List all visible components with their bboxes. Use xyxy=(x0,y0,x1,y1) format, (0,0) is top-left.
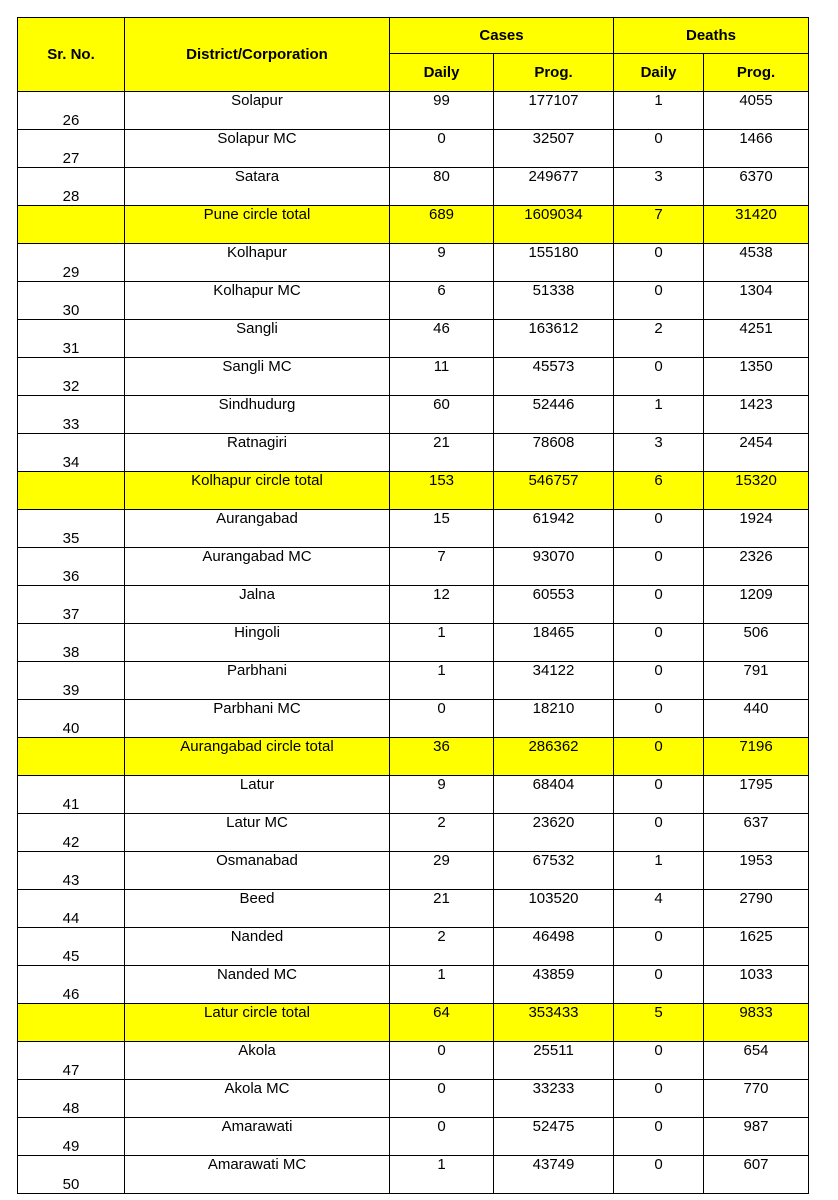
deaths-daily-cell: 4 xyxy=(614,890,704,928)
cases-daily-cell: 29 xyxy=(390,852,494,890)
cases-daily-cell: 64 xyxy=(390,1004,494,1042)
sr-no-cell: 38 xyxy=(18,624,125,662)
deaths-daily-cell: 0 xyxy=(614,548,704,586)
cases-prog-cell: 18210 xyxy=(494,700,614,738)
cases-prog-cell: 46498 xyxy=(494,928,614,966)
sr-no-cell: 42 xyxy=(18,814,125,852)
sr-no-cell xyxy=(18,472,125,510)
sr-no-cell xyxy=(18,206,125,244)
sr-no-cell: 47 xyxy=(18,1042,125,1080)
deaths-daily-cell: 3 xyxy=(614,434,704,472)
district-name-cell: Sangli MC xyxy=(125,358,390,396)
deaths-daily-cell: 0 xyxy=(614,1042,704,1080)
cases-daily-cell: 1 xyxy=(390,662,494,700)
sr-no-cell: 40 xyxy=(18,700,125,738)
deaths-daily-cell: 0 xyxy=(614,358,704,396)
deaths-daily-cell: 5 xyxy=(614,1004,704,1042)
cases-daily-cell: 0 xyxy=(390,1080,494,1118)
deaths-daily-cell: 3 xyxy=(614,168,704,206)
cases-daily-cell: 0 xyxy=(390,1118,494,1156)
cases-prog-cell: 52446 xyxy=(494,396,614,434)
cases-prog-cell: 546757 xyxy=(494,472,614,510)
district-name-cell: Nanded MC xyxy=(125,966,390,1004)
cases-prog-cell: 286362 xyxy=(494,738,614,776)
deaths-prog-cell: 4251 xyxy=(704,320,809,358)
cases-daily-cell: 21 xyxy=(390,434,494,472)
sr-no-cell: 45 xyxy=(18,928,125,966)
table-row xyxy=(18,662,809,700)
cases-daily-cell: 60 xyxy=(390,396,494,434)
deaths-daily-cell: 0 xyxy=(614,700,704,738)
sr-no-cell: 28 xyxy=(18,168,125,206)
table-row xyxy=(18,168,809,206)
district-header: District/Corporation xyxy=(125,18,390,92)
table-row xyxy=(18,776,809,814)
sr-no-cell xyxy=(18,738,125,776)
circle-total-row xyxy=(18,738,809,776)
deaths-prog-cell: 770 xyxy=(704,1080,809,1118)
deaths-prog-cell: 637 xyxy=(704,814,809,852)
deaths-prog-cell: 1924 xyxy=(704,510,809,548)
table-row xyxy=(18,92,809,130)
sr-no-cell: 33 xyxy=(18,396,125,434)
deaths-prog-header: Prog. xyxy=(704,54,809,92)
deaths-daily-cell: 0 xyxy=(614,624,704,662)
cases-daily-cell: 1 xyxy=(390,966,494,1004)
cases-daily-cell: 7 xyxy=(390,548,494,586)
deaths-daily-cell: 7 xyxy=(614,206,704,244)
table-row xyxy=(18,130,809,168)
deaths-daily-cell: 1 xyxy=(614,396,704,434)
deaths-prog-cell: 506 xyxy=(704,624,809,662)
table-row xyxy=(18,1080,809,1118)
cases-prog-cell: 18465 xyxy=(494,624,614,662)
cases-prog-cell: 52475 xyxy=(494,1118,614,1156)
district-name-cell: Solapur xyxy=(125,92,390,130)
covid-district-table xyxy=(17,17,809,1194)
table-row xyxy=(18,434,809,472)
cases-daily-cell: 153 xyxy=(390,472,494,510)
cases-daily-cell: 11 xyxy=(390,358,494,396)
deaths-prog-cell: 6370 xyxy=(704,168,809,206)
deaths-header: Deaths xyxy=(614,18,809,54)
cases-daily-cell: 15 xyxy=(390,510,494,548)
district-name-cell: Kolhapur MC xyxy=(125,282,390,320)
sr-no-cell: 46 xyxy=(18,966,125,1004)
deaths-prog-cell: 987 xyxy=(704,1118,809,1156)
deaths-daily-cell: 1 xyxy=(614,852,704,890)
deaths-daily-cell: 0 xyxy=(614,738,704,776)
deaths-daily-cell: 0 xyxy=(614,662,704,700)
cases-daily-cell: 0 xyxy=(390,130,494,168)
deaths-daily-cell: 2 xyxy=(614,320,704,358)
sr-no-cell: 49 xyxy=(18,1118,125,1156)
table-row xyxy=(18,814,809,852)
cases-prog-cell: 249677 xyxy=(494,168,614,206)
deaths-daily-cell: 1 xyxy=(614,92,704,130)
district-name-cell: Amarawati MC xyxy=(125,1156,390,1194)
sr-no-cell: 35 xyxy=(18,510,125,548)
cases-daily-cell: 9 xyxy=(390,244,494,282)
cases-prog-cell: 32507 xyxy=(494,130,614,168)
deaths-prog-cell: 7196 xyxy=(704,738,809,776)
deaths-daily-cell: 0 xyxy=(614,510,704,548)
sr-no-cell: 36 xyxy=(18,548,125,586)
table-row xyxy=(18,548,809,586)
cases-prog-cell: 61942 xyxy=(494,510,614,548)
cases-daily-header: Daily xyxy=(390,54,494,92)
sr-no-cell: 29 xyxy=(18,244,125,282)
table-row xyxy=(18,1042,809,1080)
district-name-cell: Parbhani xyxy=(125,662,390,700)
table-row xyxy=(18,1156,809,1194)
sr-no-cell: 26 xyxy=(18,92,125,130)
deaths-prog-cell: 1625 xyxy=(704,928,809,966)
cases-daily-cell: 2 xyxy=(390,814,494,852)
district-name-cell: Jalna xyxy=(125,586,390,624)
cases-prog-cell: 60553 xyxy=(494,586,614,624)
deaths-prog-cell: 2454 xyxy=(704,434,809,472)
table-row xyxy=(18,358,809,396)
cases-prog-cell: 33233 xyxy=(494,1080,614,1118)
deaths-prog-cell: 1423 xyxy=(704,396,809,434)
table-header xyxy=(18,18,809,92)
cases-prog-cell: 93070 xyxy=(494,548,614,586)
district-name-cell: Sindhudurg xyxy=(125,396,390,434)
table-row xyxy=(18,586,809,624)
district-name-cell: Osmanabad xyxy=(125,852,390,890)
cases-daily-cell: 1 xyxy=(390,624,494,662)
district-name-cell: Akola MC xyxy=(125,1080,390,1118)
cases-prog-cell: 1609034 xyxy=(494,206,614,244)
cases-daily-cell: 36 xyxy=(390,738,494,776)
sr-no-cell: 30 xyxy=(18,282,125,320)
deaths-prog-cell: 4538 xyxy=(704,244,809,282)
deaths-prog-cell: 2326 xyxy=(704,548,809,586)
deaths-prog-cell: 9833 xyxy=(704,1004,809,1042)
sr-no-cell: 32 xyxy=(18,358,125,396)
cases-daily-cell: 99 xyxy=(390,92,494,130)
cases-prog-cell: 177107 xyxy=(494,92,614,130)
deaths-prog-cell: 654 xyxy=(704,1042,809,1080)
table-body xyxy=(18,92,809,1194)
deaths-daily-cell: 0 xyxy=(614,814,704,852)
district-name-cell: Aurangabad circle total xyxy=(125,738,390,776)
table-row xyxy=(18,396,809,434)
sr-no-cell: 43 xyxy=(18,852,125,890)
deaths-daily-cell: 0 xyxy=(614,130,704,168)
header-row-top xyxy=(18,18,809,54)
cases-daily-cell: 1 xyxy=(390,1156,494,1194)
sr-no-cell xyxy=(18,1004,125,1042)
deaths-daily-cell: 0 xyxy=(614,1080,704,1118)
sr-no-cell: 34 xyxy=(18,434,125,472)
district-name-cell: Latur circle total xyxy=(125,1004,390,1042)
sr-no-cell: 37 xyxy=(18,586,125,624)
deaths-daily-cell: 0 xyxy=(614,928,704,966)
table-row xyxy=(18,852,809,890)
cases-header: Cases xyxy=(390,18,614,54)
cases-daily-cell: 0 xyxy=(390,700,494,738)
deaths-prog-cell: 1304 xyxy=(704,282,809,320)
cases-prog-cell: 103520 xyxy=(494,890,614,928)
cases-prog-cell: 23620 xyxy=(494,814,614,852)
deaths-prog-cell: 1466 xyxy=(704,130,809,168)
deaths-daily-cell: 6 xyxy=(614,472,704,510)
cases-prog-cell: 67532 xyxy=(494,852,614,890)
deaths-prog-cell: 791 xyxy=(704,662,809,700)
cases-prog-cell: 155180 xyxy=(494,244,614,282)
circle-total-row xyxy=(18,206,809,244)
deaths-daily-cell: 0 xyxy=(614,1156,704,1194)
district-name-cell: Amarawati xyxy=(125,1118,390,1156)
deaths-prog-cell: 1350 xyxy=(704,358,809,396)
deaths-daily-cell: 0 xyxy=(614,244,704,282)
district-name-cell: Kolhapur xyxy=(125,244,390,282)
deaths-prog-cell: 15320 xyxy=(704,472,809,510)
sr-no-cell: 39 xyxy=(18,662,125,700)
cases-prog-cell: 51338 xyxy=(494,282,614,320)
district-name-cell: Hingoli xyxy=(125,624,390,662)
district-name-cell: Aurangabad xyxy=(125,510,390,548)
district-name-cell: Beed xyxy=(125,890,390,928)
cases-prog-header: Prog. xyxy=(494,54,614,92)
sr-no-cell: 27 xyxy=(18,130,125,168)
district-name-cell: Ratnagiri xyxy=(125,434,390,472)
deaths-daily-cell: 0 xyxy=(614,586,704,624)
sr-no-cell: 50 xyxy=(18,1156,125,1194)
cases-daily-cell: 2 xyxy=(390,928,494,966)
circle-total-row xyxy=(18,472,809,510)
cases-prog-cell: 68404 xyxy=(494,776,614,814)
district-name-cell: Sangli xyxy=(125,320,390,358)
district-name-cell: Akola xyxy=(125,1042,390,1080)
district-name-cell: Satara xyxy=(125,168,390,206)
deaths-prog-cell: 4055 xyxy=(704,92,809,130)
cases-daily-cell: 9 xyxy=(390,776,494,814)
cases-daily-cell: 0 xyxy=(390,1042,494,1080)
circle-total-row xyxy=(18,1004,809,1042)
deaths-prog-cell: 1209 xyxy=(704,586,809,624)
cases-daily-cell: 46 xyxy=(390,320,494,358)
deaths-prog-cell: 31420 xyxy=(704,206,809,244)
district-name-cell: Parbhani MC xyxy=(125,700,390,738)
district-name-cell: Latur xyxy=(125,776,390,814)
cases-daily-cell: 12 xyxy=(390,586,494,624)
cases-prog-cell: 353433 xyxy=(494,1004,614,1042)
sr-no-cell: 31 xyxy=(18,320,125,358)
deaths-prog-cell: 607 xyxy=(704,1156,809,1194)
cases-daily-cell: 21 xyxy=(390,890,494,928)
sr-no-cell: 48 xyxy=(18,1080,125,1118)
deaths-daily-cell: 0 xyxy=(614,1118,704,1156)
deaths-prog-cell: 1953 xyxy=(704,852,809,890)
cases-prog-cell: 34122 xyxy=(494,662,614,700)
deaths-daily-cell: 0 xyxy=(614,282,704,320)
deaths-prog-cell: 1795 xyxy=(704,776,809,814)
district-name-cell: Kolhapur circle total xyxy=(125,472,390,510)
deaths-daily-cell: 0 xyxy=(614,966,704,1004)
cases-daily-cell: 689 xyxy=(390,206,494,244)
cases-prog-cell: 43749 xyxy=(494,1156,614,1194)
table-row xyxy=(18,966,809,1004)
table-row xyxy=(18,890,809,928)
cases-prog-cell: 25511 xyxy=(494,1042,614,1080)
table-row xyxy=(18,282,809,320)
table-row xyxy=(18,244,809,282)
cases-daily-cell: 6 xyxy=(390,282,494,320)
cases-daily-cell: 80 xyxy=(390,168,494,206)
cases-prog-cell: 45573 xyxy=(494,358,614,396)
cases-prog-cell: 163612 xyxy=(494,320,614,358)
district-name-cell: Nanded xyxy=(125,928,390,966)
district-name-cell: Aurangabad MC xyxy=(125,548,390,586)
deaths-daily-cell: 0 xyxy=(614,776,704,814)
sr-no-cell: 41 xyxy=(18,776,125,814)
cases-prog-cell: 43859 xyxy=(494,966,614,1004)
table-row xyxy=(18,928,809,966)
table-row xyxy=(18,700,809,738)
table-row xyxy=(18,320,809,358)
sr-no-cell: 44 xyxy=(18,890,125,928)
district-name-cell: Pune circle total xyxy=(125,206,390,244)
deaths-prog-cell: 440 xyxy=(704,700,809,738)
district-name-cell: Latur MC xyxy=(125,814,390,852)
deaths-prog-cell: 2790 xyxy=(704,890,809,928)
deaths-prog-cell: 1033 xyxy=(704,966,809,1004)
district-name-cell: Solapur MC xyxy=(125,130,390,168)
table-row xyxy=(18,1118,809,1156)
table-row xyxy=(18,510,809,548)
table-row xyxy=(18,624,809,662)
deaths-daily-header: Daily xyxy=(614,54,704,92)
sr-no-header: Sr. No. xyxy=(18,18,125,92)
cases-prog-cell: 78608 xyxy=(494,434,614,472)
